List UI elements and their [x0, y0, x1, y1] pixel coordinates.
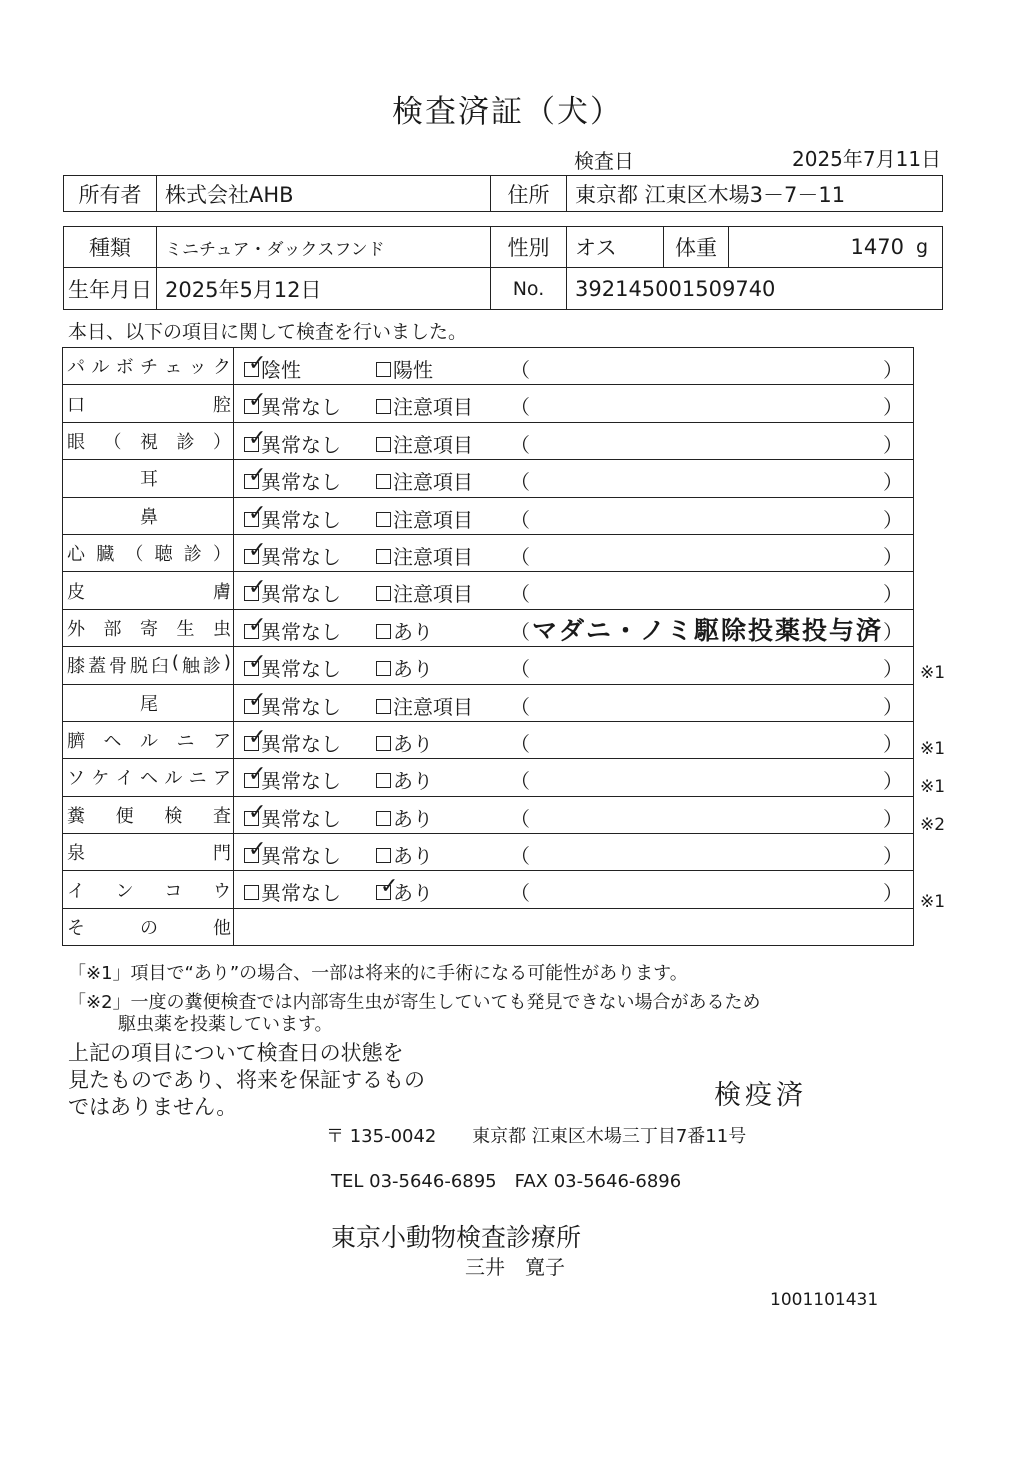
check-mark-icon: ✓ — [248, 687, 267, 713]
check-row — [63, 834, 914, 871]
check-option[interactable] — [376, 466, 473, 495]
checkbox-icon[interactable] — [376, 661, 391, 676]
check-option[interactable] — [376, 691, 473, 720]
check-item-label: 眼 （ 視 診 ） — [67, 431, 231, 453]
checkbox-icon[interactable] — [244, 885, 259, 900]
option-label: 異常なし — [261, 731, 341, 756]
owner-table — [63, 175, 943, 212]
sex-value: オス — [567, 227, 664, 267]
option-label: 異常なし — [261, 694, 341, 719]
checkbox-icon[interactable] — [376, 362, 391, 377]
check-result — [234, 684, 914, 721]
paren-open: （ — [510, 619, 530, 644]
checkbox-icon[interactable] — [244, 463, 267, 489]
birth-value: 2025年5月12日 — [157, 268, 491, 310]
check-option[interactable] — [376, 616, 433, 645]
other-value — [234, 908, 914, 945]
check-mark-icon: ✓ — [248, 612, 267, 638]
check-item-name — [63, 422, 234, 459]
check-item-label: 鼻 — [140, 506, 158, 528]
check-option[interactable] — [244, 537, 341, 570]
option-label: 陽性 — [393, 358, 433, 382]
check-option[interactable] — [376, 391, 473, 420]
option-label: 注意項目 — [393, 582, 473, 607]
option-label: 陰性 — [261, 358, 301, 382]
option-label: あり — [393, 619, 433, 644]
check-option[interactable] — [244, 575, 341, 607]
check-item-name — [63, 684, 234, 721]
paren-open: （ — [510, 657, 530, 682]
check-item-name — [63, 534, 234, 571]
check-item-label: パ ル ボ チ ェ ッ ク — [67, 357, 231, 379]
footnote-mark: ※2 — [920, 815, 946, 836]
check-item-label: 皮 膚 — [67, 581, 231, 603]
check-result — [234, 759, 914, 796]
intro-text: 本日、以下の項目に関して検査を行いました。 — [68, 321, 468, 343]
weight-value: 1470 — [850, 235, 904, 259]
pet-info-table — [63, 226, 943, 310]
weight-cell — [729, 227, 942, 267]
check-option[interactable] — [244, 425, 341, 458]
weight-label: 体重 — [664, 227, 729, 267]
check-result — [234, 497, 914, 534]
paren-close: ） — [883, 507, 903, 532]
check-item-name — [63, 647, 234, 684]
check-item-label: 耳 — [140, 469, 158, 491]
check-mark-icon: ✓ — [248, 762, 267, 788]
footnote-mark: ※1 — [920, 739, 946, 759]
option-label: あり — [393, 844, 433, 869]
paren-open: （ — [510, 881, 530, 906]
breed-label: 種類 — [64, 227, 157, 268]
check-option[interactable] — [244, 500, 341, 533]
org-name: 東京小動物検査診療所 — [331, 1223, 582, 1252]
check-option[interactable] — [244, 799, 341, 832]
check-mark-icon: ✓ — [248, 575, 267, 601]
check-result — [234, 572, 914, 609]
option-label: あり — [393, 806, 433, 831]
document-code: 1001101431 — [770, 1290, 879, 1310]
check-item-name — [63, 348, 234, 385]
check-option[interactable] — [244, 612, 341, 645]
checkbox-icon[interactable] — [376, 512, 391, 527]
statement-line: 見たものであり、将来を保証するもの — [68, 1068, 425, 1092]
checkbox-icon[interactable] — [376, 399, 391, 414]
checkbox-icon[interactable] — [244, 650, 267, 676]
option-label: 注意項目 — [393, 544, 473, 569]
owner-label: 所有者 — [64, 176, 157, 212]
checkbox-icon[interactable] — [376, 586, 391, 601]
paren-close: ） — [883, 619, 903, 644]
check-item-name — [63, 609, 234, 646]
option-label: あり — [393, 657, 433, 682]
option-label: 異常なし — [261, 657, 341, 682]
check-item-label: ソ ケ イ ヘ ル ニ ア — [67, 768, 231, 790]
check-item-name — [63, 721, 234, 758]
paren-open: （ — [510, 470, 530, 495]
check-item-label: 尾 — [140, 693, 158, 715]
check-option[interactable] — [376, 874, 433, 906]
checkbox-icon[interactable] — [376, 811, 391, 826]
check-mark-icon: ✓ — [248, 463, 267, 489]
check-item-label: 外 部 寄 生 虫 — [67, 618, 231, 640]
postal-code: 〒 135-0042 — [326, 1126, 437, 1147]
paren-open: （ — [510, 844, 530, 869]
paren-close: ） — [883, 544, 903, 569]
registration-number: 392145001509740 — [567, 268, 943, 310]
check-mark-icon: ✓ — [248, 837, 267, 863]
checkbox-icon[interactable] — [244, 799, 267, 826]
check-row — [63, 684, 914, 721]
address-label: 住所 — [491, 176, 567, 212]
check-option[interactable] — [376, 803, 433, 832]
check-option[interactable] — [376, 728, 433, 757]
check-mark-icon: ✓ — [248, 388, 267, 414]
checkbox-icon[interactable] — [376, 549, 391, 564]
paren-open: （ — [510, 395, 530, 420]
checkbox-icon[interactable] — [376, 773, 391, 788]
check-item-name — [63, 759, 234, 796]
option-label: あり — [393, 881, 433, 906]
checkbox-icon[interactable] — [244, 762, 267, 788]
check-option[interactable] — [376, 504, 473, 533]
paren-close: ） — [883, 657, 903, 682]
check-row — [63, 348, 914, 385]
paren-close: ） — [883, 582, 903, 607]
option-label: 注意項目 — [393, 470, 473, 495]
option-label: 異常なし — [261, 844, 341, 869]
person-name: 三井 寛子 — [465, 1255, 565, 1279]
check-mark-icon: ✓ — [248, 724, 267, 750]
check-result — [234, 534, 914, 571]
check-option[interactable] — [244, 724, 341, 757]
document-title: 検査済証（犬） — [392, 94, 623, 130]
check-option[interactable] — [376, 578, 473, 607]
paren-open: （ — [510, 731, 530, 756]
paren-open: （ — [510, 806, 530, 831]
check-result — [234, 796, 914, 833]
breed-value: ミニチュア・ダックスフンド — [157, 227, 491, 268]
check-item-name — [63, 572, 234, 609]
check-item-name — [63, 385, 234, 422]
checkbox-icon[interactable] — [376, 736, 391, 751]
paren-open: （ — [510, 507, 530, 532]
paren-close: ） — [883, 806, 903, 831]
no-label: No. — [491, 268, 567, 310]
option-label: 異常なし — [261, 507, 341, 532]
check-item-name — [63, 796, 234, 833]
check-remark: マダニ・ノミ駆除投薬投与済 — [532, 615, 884, 645]
paren-close: ） — [883, 844, 903, 869]
sex-weight-cell — [567, 227, 943, 268]
check-result — [234, 871, 914, 908]
birth-label: 生年月日 — [64, 268, 157, 310]
checkbox-icon[interactable] — [376, 848, 391, 863]
checkbox-icon[interactable] — [244, 724, 267, 751]
weight-unit: g — [915, 236, 928, 258]
checkbox-icon[interactable] — [244, 612, 267, 639]
checkbox-icon[interactable] — [376, 699, 391, 714]
check-result — [234, 721, 914, 758]
check-mark-icon: ✓ — [248, 425, 267, 451]
check-item-name — [63, 460, 234, 497]
footnote-mark: ※1 — [920, 891, 946, 912]
check-option[interactable] — [376, 429, 473, 458]
paren-open: （ — [510, 358, 530, 382]
option-label: 注意項目 — [393, 694, 473, 719]
checkbox-icon[interactable] — [376, 874, 399, 900]
org-address: 東京都 江東区木場三丁目7番11号 — [472, 1126, 747, 1147]
check-option[interactable] — [244, 762, 341, 794]
other-label — [63, 908, 234, 945]
check-row — [63, 721, 914, 758]
checkbox-icon[interactable] — [244, 425, 267, 452]
check-mark-icon: ✓ — [248, 351, 267, 376]
check-row — [63, 497, 914, 534]
check-item-label: 泉 門 — [67, 843, 231, 865]
check-result — [234, 385, 914, 422]
check-result — [234, 609, 914, 646]
check-row — [63, 572, 914, 609]
disclaimer-statement — [68, 1040, 425, 1121]
checkbox-icon[interactable] — [244, 500, 267, 527]
check-row — [63, 871, 914, 908]
check-mark-icon: ✓ — [248, 500, 267, 526]
check-option[interactable] — [376, 653, 433, 682]
paren-close: ） — [883, 694, 903, 719]
paren-close: ） — [883, 470, 903, 495]
check-option[interactable] — [244, 388, 341, 420]
paren-open: （ — [510, 694, 530, 719]
org-address-line — [326, 1122, 746, 1148]
check-item-label: イ ン コ ウ — [67, 880, 231, 902]
paren-close: ） — [883, 358, 903, 382]
check-item-label: 膝 蓋 骨 脱 臼 ( 触 診 ) — [67, 652, 231, 678]
option-label: 注意項目 — [393, 395, 473, 420]
check-row — [63, 609, 914, 646]
check-mark-icon: ✓ — [248, 650, 267, 676]
checkbox-icon[interactable] — [244, 687, 267, 714]
option-label: 異常なし — [261, 470, 341, 495]
checkbox-icon[interactable] — [376, 624, 391, 639]
check-row — [63, 796, 914, 833]
checkbox-icon[interactable] — [244, 537, 267, 564]
check-option[interactable] — [376, 840, 433, 869]
check-option[interactable] — [244, 687, 341, 720]
option-label: 異常なし — [261, 881, 341, 906]
footnote-mark: ※1 — [920, 662, 946, 683]
address-value: 東京都 江東区木場3－7－11 — [567, 176, 943, 212]
check-item-name — [63, 871, 234, 908]
check-result — [234, 348, 914, 385]
paren-close: ） — [883, 769, 903, 794]
owner-value: 株式会社AHB — [157, 176, 491, 212]
paren-open: （ — [510, 432, 530, 457]
check-option[interactable] — [376, 765, 433, 794]
check-row — [63, 647, 914, 684]
check-item-name — [63, 497, 234, 534]
footnote-mark: ※1 — [920, 777, 946, 798]
check-result — [234, 647, 914, 684]
check-table — [62, 347, 914, 946]
option-label: あり — [393, 769, 433, 794]
paren-close: ） — [883, 731, 903, 756]
check-mark-icon: ✓ — [380, 874, 399, 900]
paren-close: ） — [883, 881, 903, 906]
footnote-2: 「※2」一度の糞便検査では内部寄生虫が寄生していても発見できない場合があるため — [68, 992, 761, 1013]
checkbox-icon[interactable] — [244, 837, 267, 863]
option-label: 異常なし — [261, 395, 341, 420]
option-label: 異常なし — [261, 769, 341, 794]
tel-fax: TEL 03-5646-6895 FAX 03-5646-6896 — [331, 1171, 682, 1192]
check-row — [63, 422, 914, 459]
checkbox-icon[interactable] — [244, 351, 267, 377]
option-label: 注意項目 — [393, 507, 473, 532]
check-option[interactable] — [376, 354, 433, 383]
paren-open: （ — [510, 769, 530, 794]
option-label: 異常なし — [261, 544, 341, 569]
exam-date-label: 検査日 — [574, 149, 634, 173]
check-option[interactable] — [244, 650, 341, 682]
check-result — [234, 834, 914, 871]
check-item-name — [63, 834, 234, 871]
paren-close: ） — [883, 395, 903, 420]
checkbox-icon[interactable] — [244, 388, 267, 414]
option-label: 注意項目 — [393, 432, 473, 457]
checkbox-icon[interactable] — [376, 437, 391, 452]
check-option[interactable] — [244, 351, 301, 383]
checkbox-icon[interactable] — [376, 474, 391, 489]
footnote-1: 「※1」項目で“あり”の場合、一部は将来的に手術になる可能性があります。 — [68, 963, 688, 984]
check-item-label: 臍 ヘ ル ニ ア — [67, 731, 231, 753]
option-label: 異常なし — [261, 806, 341, 831]
quarantine-stamp: 検疫済 — [714, 1080, 807, 1111]
check-mark-icon: ✓ — [248, 537, 267, 563]
check-result — [234, 422, 914, 459]
other-label-text: そ の 他 — [67, 918, 231, 940]
statement-line: ではありません。 — [68, 1095, 238, 1119]
option-label: 異常なし — [261, 582, 341, 607]
check-item-label: 糞 便 検 査 — [67, 805, 231, 827]
check-option[interactable] — [244, 463, 341, 495]
check-option[interactable] — [244, 837, 341, 869]
statement-line: 上記の項目について検査日の状態を — [68, 1041, 404, 1065]
exam-date: 2025年7月11日 — [792, 147, 942, 171]
paren-open: （ — [510, 582, 530, 607]
check-row — [63, 385, 914, 422]
option-label: 異常なし — [261, 619, 341, 644]
check-item-label: 心 臓 （ 聴 診 ） — [67, 544, 231, 566]
check-row — [63, 759, 914, 796]
sex-label: 性別 — [491, 227, 567, 268]
option-label: あり — [393, 731, 433, 756]
paren-open: （ — [510, 544, 530, 569]
option-label: 異常なし — [261, 432, 341, 457]
check-item-label: 口 腔 — [67, 394, 231, 416]
paren-close: ） — [883, 432, 903, 457]
check-result — [234, 460, 914, 497]
footnote-2-continued: 駆虫薬を投薬しています。 — [118, 1014, 333, 1035]
check-row — [63, 460, 914, 497]
checkbox-icon[interactable] — [244, 575, 267, 601]
check-mark-icon: ✓ — [248, 799, 267, 825]
check-row — [63, 534, 914, 571]
check-option[interactable] — [376, 541, 473, 570]
check-option[interactable] — [244, 877, 341, 906]
